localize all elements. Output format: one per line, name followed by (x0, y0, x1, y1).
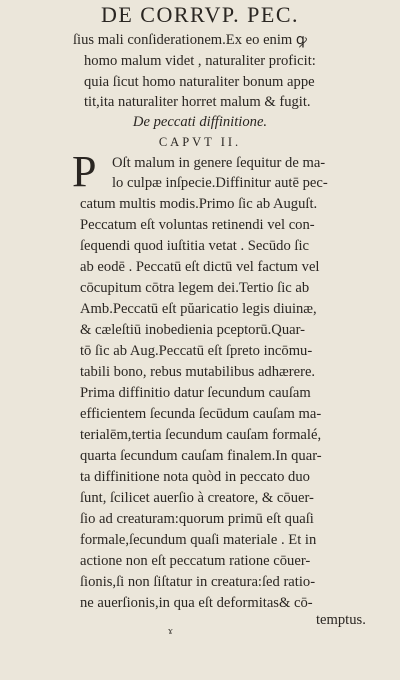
chapter-heading: CAPVT II. (158, 135, 242, 149)
text-line-1: ſius mali conſiderationem.Ex eo enim ꝙ (73, 32, 307, 48)
text-line-11: cōcupitum cōtra legem dei.Tertio ſic ab (80, 280, 310, 296)
text-line-27: temptus. (316, 612, 366, 628)
text-line-16: Prima diffinitio datur ſecundum cauſam (80, 385, 311, 401)
text-line-14: tō ſic ab Aug.Peccatū eſt ſpreto incōmu- (80, 343, 313, 359)
text-line-19: quarta ſecundum cauſam finalem.In quar- (80, 448, 322, 464)
text-line-10: ab eodē . Peccatū eſt dictū vel factum vel (80, 259, 320, 275)
text-line-13: & cæleſtiū inobedienia pceptorū.Quar- (80, 322, 306, 338)
drop-cap: P (72, 147, 97, 196)
text-line-22: ſio ad creaturam:quorum primū eſt quaſi (80, 511, 314, 527)
text-line-6: lo culpæ inſpecie.Diffinitur autē pec- (112, 175, 328, 191)
text-line-25: ſionis,ſi non ſiſtatur in creatura:ſed ratio- (80, 574, 316, 590)
text-line-17: efficientem ſecunda ſecūdum cauſam ma- (80, 406, 322, 422)
text-line-18: terialēm,tertia ſecundum cauſam formalé, (80, 427, 322, 443)
signature-mark: ɤ (168, 625, 173, 637)
subheading: De peccati diffinitione. (132, 114, 268, 130)
text-line-3: quia ſicut homo naturaliter bonum appe (84, 74, 315, 90)
text-line-23: formale,ſecundum quaſi materiale . Et in (80, 532, 317, 548)
text-line-21: ſunt, ſcilicet auerſio à creatore, & cōuer- (80, 490, 314, 506)
text-line-12: Amb.Peccatū eſt pŭaricatio legis diuinæ, (80, 301, 317, 317)
text-line-24: actione non eſt peccatum ratione cōuer- (80, 553, 311, 569)
text-line-2: homo malum videt , naturaliter proficit: (84, 53, 316, 69)
text-line-26: ne auerſionis,in qua eſt deformitas& cō- (80, 595, 313, 611)
text-line-7: catum multis modis.Primo ſic ab Auguſt. (80, 196, 318, 212)
text-line-4: tit,ita naturaliter horret malum & fugit. (84, 94, 311, 110)
text-line-15: tabili bono, rebus mutabilibus adhærere. (80, 364, 316, 380)
text-line-9: ſequendi quod iuſtitia vetat . Secūdo ſic (80, 238, 309, 254)
text-line-5: Oſt malum in genere ſequitur de ma- (112, 155, 326, 171)
text-line-20: ta diffinitione nota quòd in peccato duo (80, 469, 310, 485)
running-head: DE CORRVP. PEC. (100, 2, 299, 27)
text-line-8: Peccatum eſt voluntas retinendi vel con- (80, 217, 315, 233)
